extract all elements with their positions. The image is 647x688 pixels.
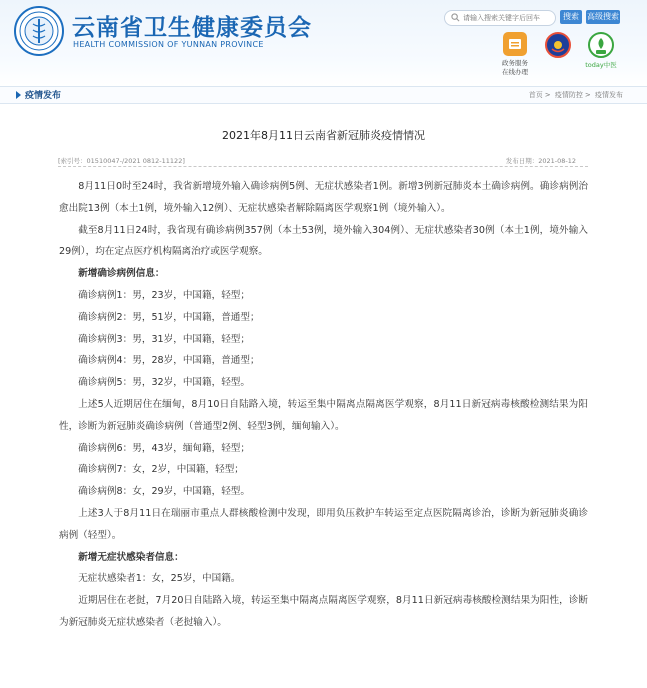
- commission-emblem-icon[interactable]: [14, 6, 64, 56]
- tcm-label: today中医: [585, 61, 617, 69]
- service-hall-icon: [503, 32, 527, 56]
- online-service-label: 政务服务 在线办理: [502, 59, 528, 76]
- article-paragraph: 确诊病例5：男，32岁，中国籍，轻型。: [78, 377, 250, 389]
- article-title: 2021年8月11日云南省新冠肺炎疫情情况: [222, 129, 425, 142]
- section-bar: [0, 86, 647, 104]
- article-paragraph: 8月11日0时至24时，我省新增境外输入确诊病例5例、无症状感染者1例。新增3例新冠肺炎本土确诊病例。确诊病例治愈出院13例（本土1例，境外输入12例）、无症状感染者解除隔离医学观察1例（境外输入）。: [59, 181, 588, 214]
- article-paragraph: 无症状感染者1：女，25岁，中国籍。: [78, 573, 241, 585]
- article-paragraph: 上述3人于8月11日在瑞丽市重点人群核酸检测中发现，即用负压救护车转运至定点医院隔离诊治，诊断为新冠肺炎确诊病例（轻型）。: [59, 507, 588, 541]
- search-icon: [451, 13, 460, 22]
- publish-date: 发布日期：2021-08-12: [505, 157, 576, 165]
- site-header: [0, 0, 647, 86]
- index-number: [索引号：01510047-/2021 0812-11122]: [58, 157, 185, 165]
- section-heading: 新增无症状感染者信息：: [78, 551, 184, 563]
- advanced-search-button[interactable]: 高级搜索: [586, 10, 620, 24]
- section-heading: 新增确诊病例信息：: [78, 268, 165, 280]
- search-box[interactable]: [444, 10, 556, 26]
- article-paragraph: 近期居住在老挝，7月20日自陆路入境，转运至集中隔离点隔离医学观察，8月11日新冠病毒核酸检测结果为阳性，诊断为新冠肺炎无症状感染者（老挝输入）。: [59, 595, 588, 628]
- section-title[interactable]: 疫情发布: [25, 91, 62, 101]
- search-button[interactable]: 搜索: [560, 10, 582, 24]
- article-paragraph: 上述5人近期居住在缅甸，8月10日自陆路入境，转运至集中隔离点隔离医学观察，8月11日新冠病毒核酸检测结果为阳性，诊断为新冠肺炎确诊病例（普通型2例、轻型3例，缅甸输入）。: [59, 398, 588, 432]
- article-paragraph: 确诊病例2：男，51岁，中国籍，普通型；: [78, 311, 260, 323]
- article-paragraph: 确诊病例3：男，31岁，中国籍，轻型；: [78, 333, 250, 345]
- emblem-badge-icon: [545, 32, 571, 58]
- breadcrumb: [527, 90, 623, 100]
- breadcrumb-epidemic-control[interactable]: 疫情防控: [554, 91, 583, 99]
- online-service-link[interactable]: [497, 32, 533, 77]
- article-meta: [58, 152, 588, 167]
- tcm-logo-icon: [588, 32, 614, 58]
- emblem-badge-link[interactable]: [542, 32, 574, 58]
- article-paragraph: 确诊病例6：男，43岁，缅甸籍，轻型；: [78, 442, 250, 454]
- article-paragraph: 确诊病例1：男，23岁，中国籍，轻型；: [78, 289, 250, 301]
- site-subtitle: HEALTH COMMISSION OF YUNNAN PROVINCE: [73, 40, 264, 49]
- article-body: [59, 176, 588, 634]
- breadcrumb-epidemic-release[interactable]: 疫情发布: [595, 91, 623, 99]
- article-paragraph: 确诊病例4：男，28岁，中国籍，普通型；: [78, 355, 260, 367]
- breadcrumb-home[interactable]: 首页: [528, 91, 543, 99]
- article-paragraph: 截至8月11日24时，我省现有确诊病例357例（本土53例，境外输入304例）、无症状感染者30例（本土1例，境外输入29例），均在定点医疗机构隔离治疗或医学观察。: [59, 224, 588, 258]
- site-title[interactable]: 云南省卫生健康委员会: [72, 15, 312, 41]
- triangle-bullet-icon: [16, 91, 21, 99]
- search-input[interactable]: [463, 12, 551, 24]
- tcm-link[interactable]: [585, 32, 617, 70]
- breadcrumb-separator: >: [584, 91, 591, 99]
- breadcrumb-separator: >: [544, 91, 551, 99]
- article-paragraph: 确诊病例7：女，2岁，中国籍，轻型；: [78, 464, 244, 476]
- article-paragraph: 确诊病例8：女，29岁，中国籍，轻型。: [78, 486, 250, 498]
